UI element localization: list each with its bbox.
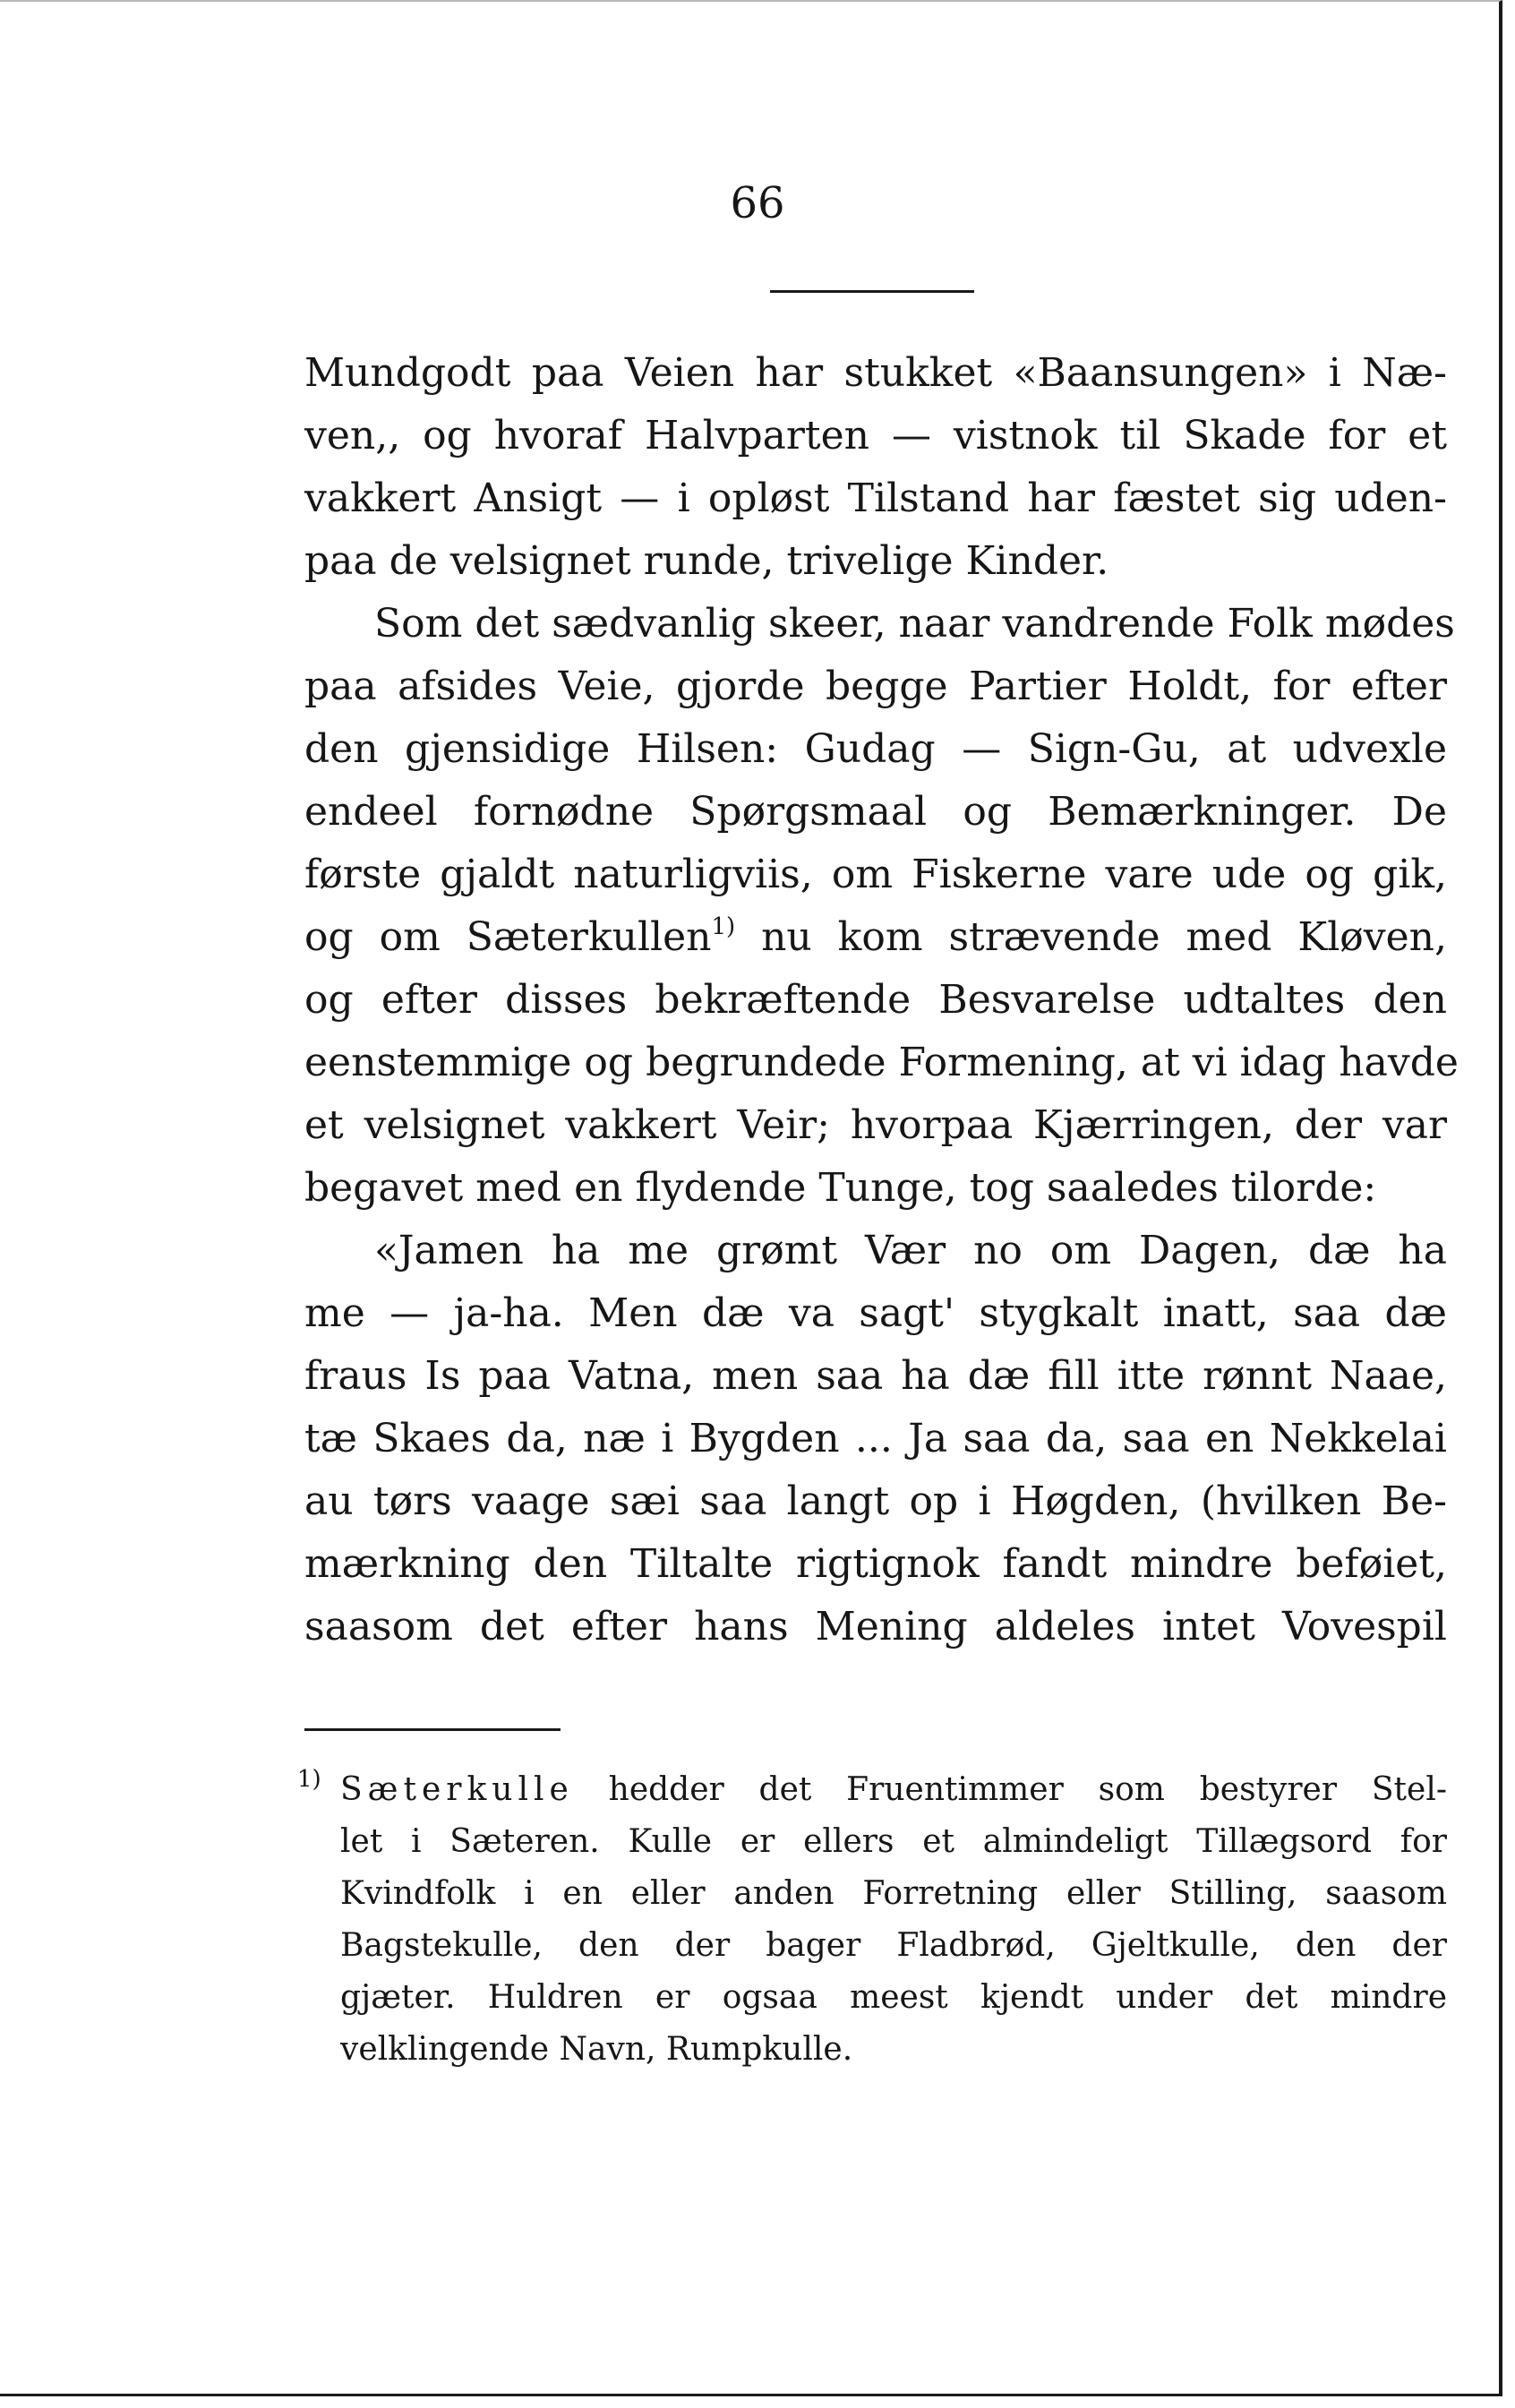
text-line: vakkert Ansigt — i opløst Tilstand har fæstet sig uden- (304, 476, 1447, 521)
text-line: ven,, og hvoraf Halvparten — vistnok til Skade for et (304, 413, 1447, 458)
footnote-rule (304, 1728, 561, 1731)
footnote-line: velklingende Navn, Rumpkulle. (340, 2031, 853, 2068)
text-line: endeel fornødne Spørgsmaal og Bemærkninger. De (304, 789, 1447, 835)
footnote (297, 1764, 1447, 2076)
text-line: paa afsides Veie, gjorde begge Partier Holdt, for efter (304, 664, 1447, 709)
body-text (304, 342, 1459, 1658)
footnote-line (340, 1764, 1447, 1816)
text-line: første gjaldt naturligviis, om Fiskerne vare ude og gik, (304, 852, 1447, 897)
page-number: 66 (730, 178, 785, 228)
footnote-marker: 1) (297, 1766, 321, 1793)
text-line: tæ Skaes da, næ i Bygden ... Ja saa da, saa en Nekkelai (304, 1416, 1447, 1461)
text-line: og efter disses bekræftende Besvarelse udtaltes den (304, 977, 1447, 1023)
line-suffix: nu kom strævende med Kløven, (761, 914, 1447, 960)
footnote-line-text: hedder det Fruentimmer som bestyrer Stel- (608, 1771, 1447, 1808)
text-line: «Jamen ha me grømt Vær no om Dagen, dæ ha (374, 1228, 1447, 1273)
text-line: me — ja-ha. Men dæ va sagt' stygkalt inatt, saa dæ (304, 1290, 1447, 1336)
line-prefix: og om Sæterkullen (304, 914, 712, 960)
text-line: eenstemmige og begrundede Formening, at vi idag havde (304, 1040, 1459, 1085)
footnote-reference: 1) (711, 913, 736, 940)
text-line: begavet med en flydende Tunge, tog saaledes tilorde: (304, 1165, 1377, 1211)
footnote-line: gjæter. Huldren er ogsaa meest kjendt under det mindre (340, 1979, 1447, 2016)
header-rule (770, 290, 974, 293)
text-line-with-footnote (304, 906, 1447, 969)
text-line: saasom det efter hans Mening aldeles intet Vovespil (304, 1604, 1447, 1650)
footnote-line: Bagstekulle, den der bager Fladbrød, Gjeltkulle, den der (340, 1927, 1447, 1964)
text-line: Som det sædvanlig skeer, naar vandrende Folk mødes (374, 601, 1455, 647)
text-line: den gjensidige Hilsen: Gudag — Sign-Gu, at udvexle (304, 726, 1447, 772)
footnote-term: Sæterkulle (340, 1771, 574, 1808)
footnote-line: let i Sæteren. Kulle er ellers et almindeligt Tillægsord for (340, 1823, 1447, 1860)
text-line: fraus Is paa Vatna, men saa ha dæ fill itte rønnt Naae, (304, 1353, 1447, 1399)
text-line: Mundgodt paa Veien har stukket «Baansungen» i Næ- (304, 350, 1447, 396)
text-line: au tørs vaage sæi saa langt op i Høgden, (hvilken Be- (304, 1478, 1447, 1524)
text-line: et velsignet vakkert Veir; hvorpaa Kjærringen, der var (304, 1102, 1447, 1148)
text-line: paa de velsignet runde, trivelige Kinder. (304, 538, 1109, 584)
footnote-line: Kvindfolk i en eller anden Forretning eller Stilling, saasom (340, 1875, 1447, 1912)
text-line: mærkning den Tiltalte rigtignok fandt mindre beføiet, (304, 1541, 1447, 1587)
